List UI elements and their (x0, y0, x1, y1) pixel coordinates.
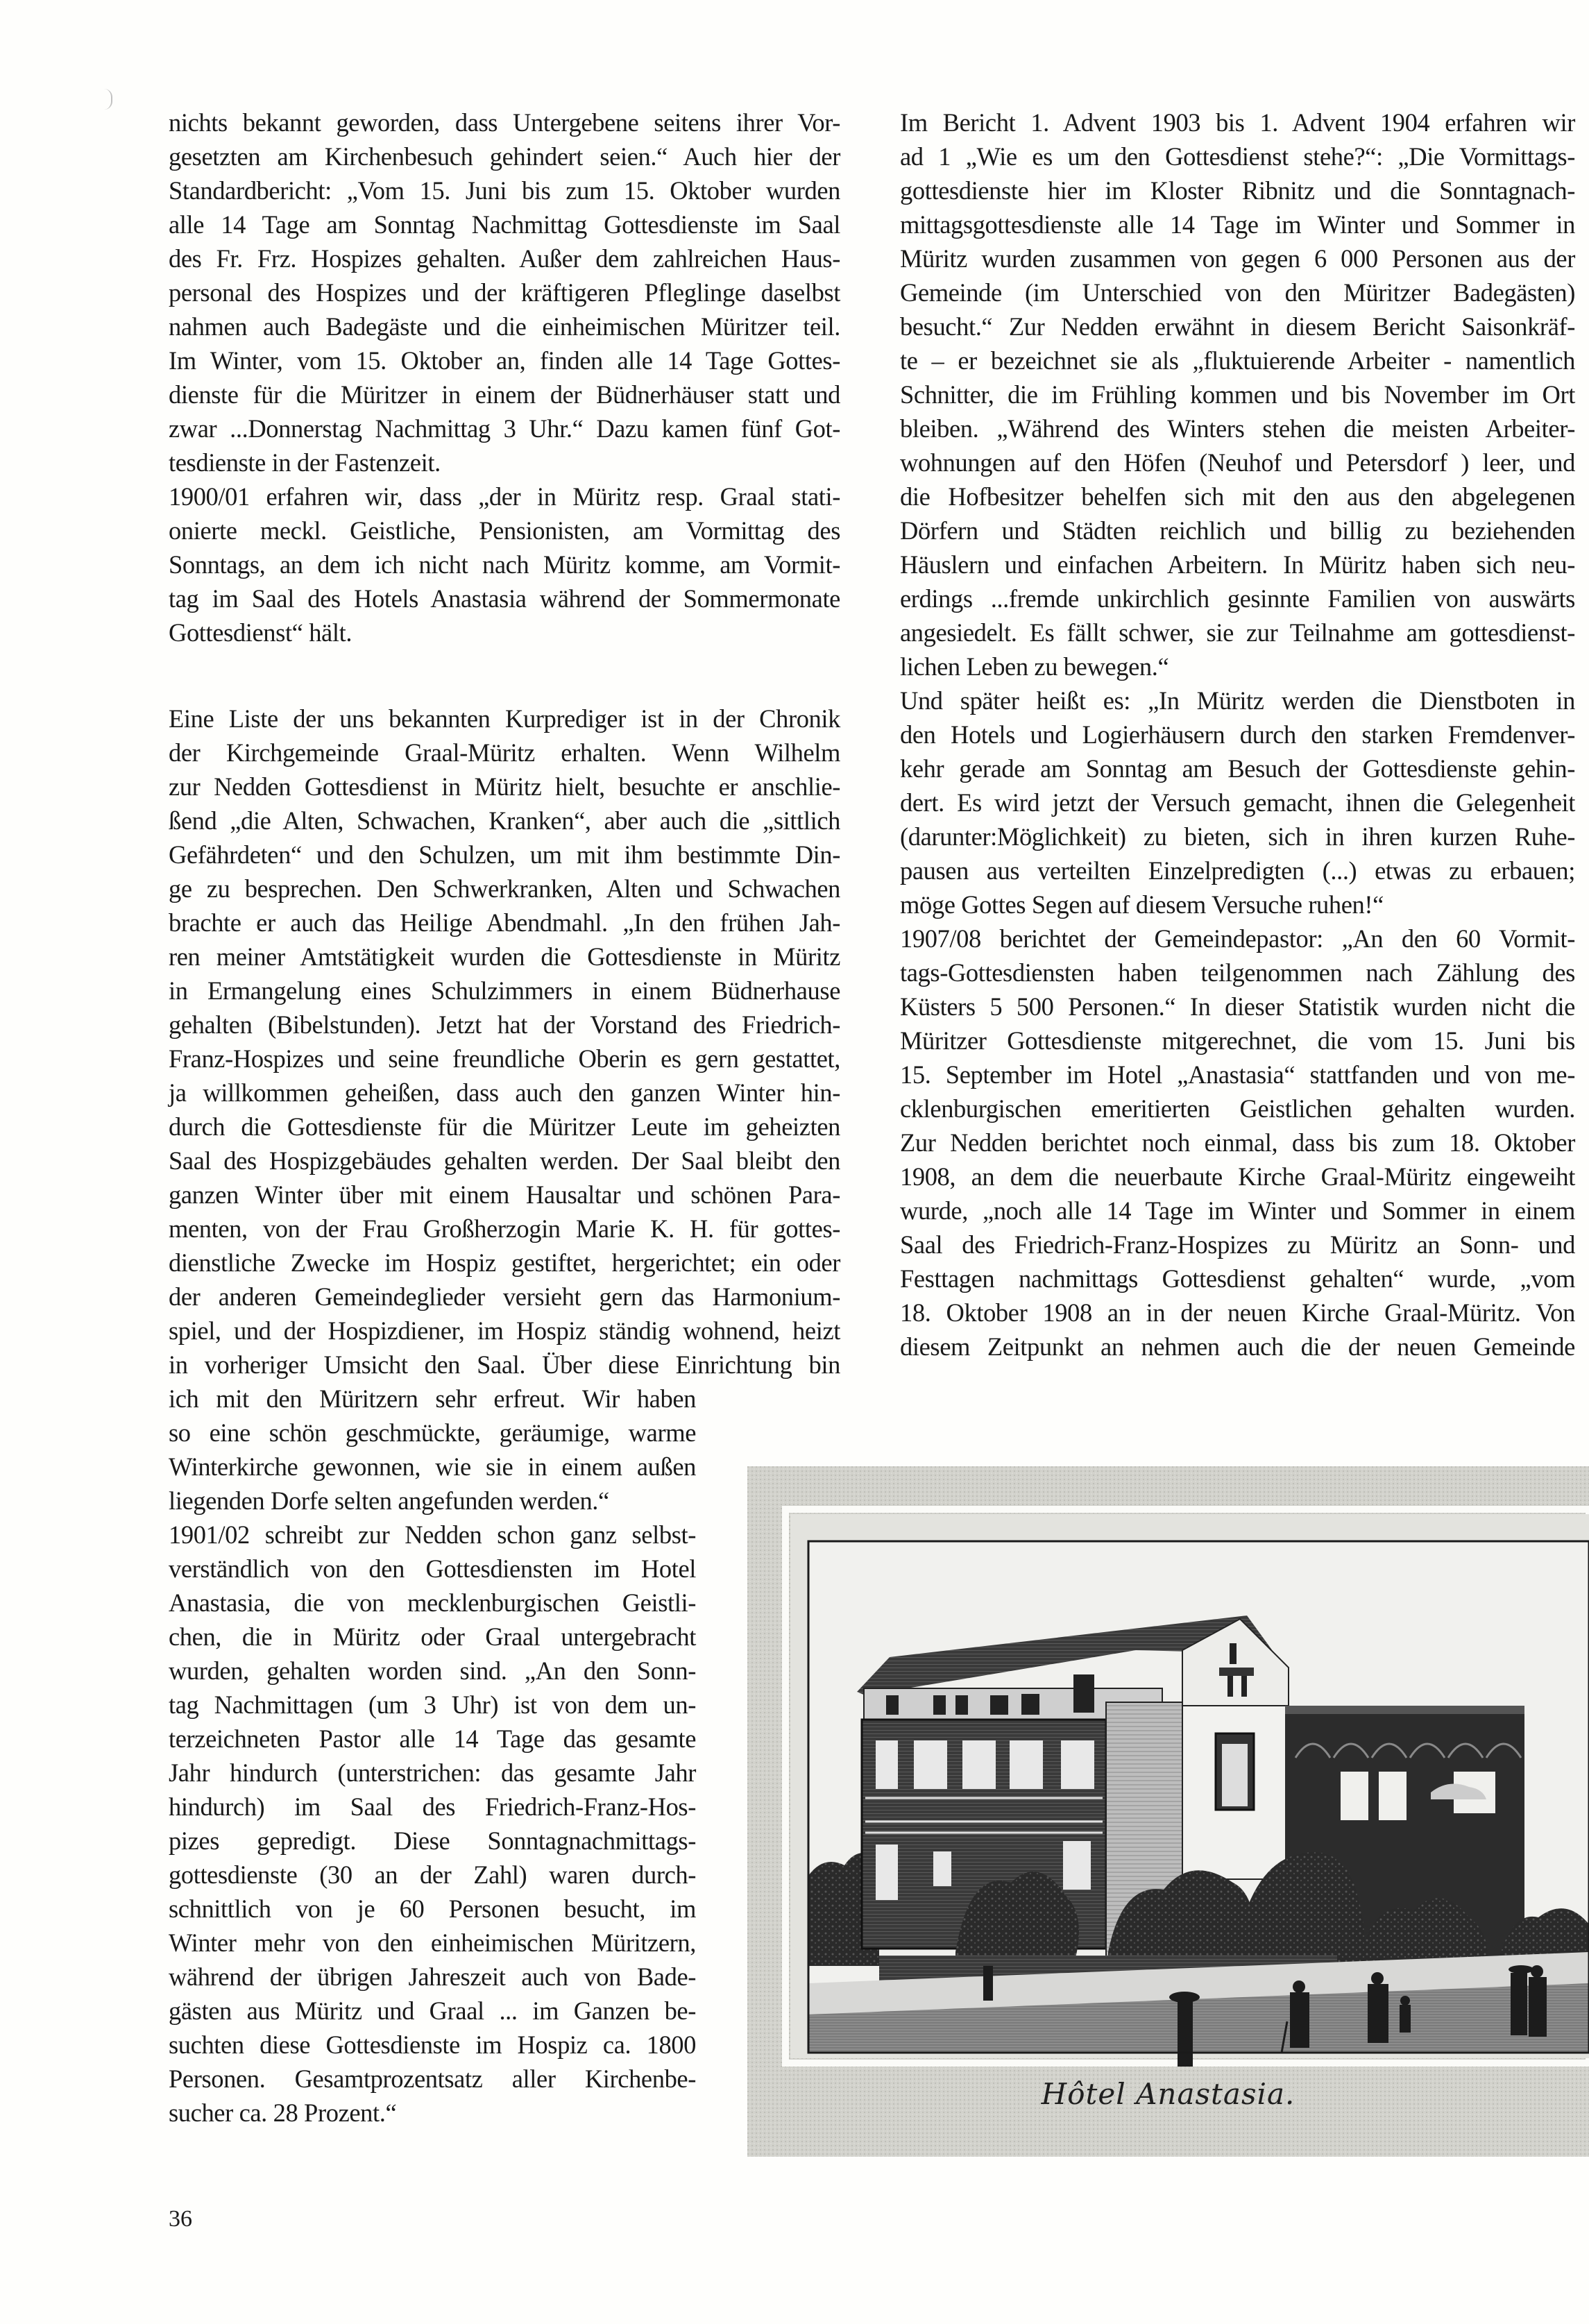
text-line: personal des Hospizes und der kräftigeren Pfleglinge daselbst (169, 278, 840, 307)
text-line: des Fr. Frz. Hospizes gehalten. Außer dem zahlreichen Haus- (169, 244, 840, 273)
text-line: terzeichneten Pastor alle 14 Tage das gesamte (169, 1724, 696, 1753)
text-line: Jahr hindurch (unterstrichen: das gesamte Jahr (169, 1758, 696, 1787)
text-line: hindurch) im Saal des Friedrich-Franz-Hos- (169, 1792, 696, 1821)
text-line: dienste für die Müritzer in einem der Büdnerhäuser statt und (169, 380, 840, 409)
text-line: te – er bezeichnet sie als „fluktuierende Arbeiter - namentlich (900, 346, 1575, 375)
text-line: ich mit den Müritzern sehr erfreut. Wir haben (169, 1384, 696, 1413)
text-line: Im Winter, vom 15. Oktober an, finden alle 14 Tage Gottes- (169, 346, 840, 375)
text-line: 18. Oktober 1908 an in der neuen Kirche Graal-Müritz. Von (900, 1298, 1575, 1327)
text-line: diesem Zeitpunkt an nehmen auch die der neuen Gemeinde (900, 1332, 1575, 1361)
text-line: gästen aus Müritz und Graal ... im Ganzen be- (169, 1996, 696, 2025)
text-line: Gottesdienst“ hält. (169, 618, 352, 647)
text-line: tag im Saal des Hotels Anastasia während der Sommermonate (169, 584, 840, 613)
right-column-text (900, 105, 1575, 1364)
text-line: Eine Liste der uns bekannten Kurprediger ist in der Chronik (169, 704, 840, 733)
text-line: gottesdienste hier im Kloster Ribnitz und die Sonntagnach- (900, 176, 1575, 205)
text-line: möge Gottes Segen auf diesem Versuche ruhen!“ (900, 890, 1384, 919)
text-line: mittagsgottesdienste alle 14 Tage im Winter und Sommer in (900, 210, 1575, 239)
text-line: Zur Nedden berichtet noch einmal, dass bis zum 18. Oktober (900, 1128, 1575, 1157)
text-line: gottesdienste (30 an der Zahl) waren durch- (169, 1860, 696, 1889)
text-line: spiel, und der Hospizdiener, im Hospiz ständig wohnend, heizt (169, 1316, 840, 1345)
text-line: nichts bekannt geworden, dass Untergebene seitens ihrer Vor- (169, 108, 840, 137)
text-line: pausen aus verteilten Einzelpredigten (...) etwas zu erbauen; (900, 856, 1575, 885)
text-line: (darunter:Möglichkeit) zu bieten, sich in ihren kurzen Ruhe- (900, 822, 1575, 851)
text-line: den Hotels und Logierhäusern durch den starken Fremdenver- (900, 720, 1575, 749)
text-line: Anastasia, die von mecklenburgischen Geistli- (169, 1588, 696, 1617)
text-line: 1908, an dem die neuerbaute Kirche Graal-Müritz eingeweiht (900, 1162, 1575, 1191)
text-line: bleiben. „Während des Winters stehen die meisten Arbeiter- (900, 414, 1575, 443)
text-line: 1907/08 berichtet der Gemeindepastor: „An den 60 Vormit- (900, 924, 1575, 953)
text-line: der Kirchgemeinde Graal-Müritz erhalten. Wenn Wilhelm (169, 738, 840, 767)
text-line: ja willkommen geheißen, dass auch den ganzen Winter hin- (169, 1078, 840, 1107)
postcard-caption: Hôtel Anastasia. (1041, 2077, 1295, 2111)
text-line: dert. Es wird jetzt der Versuch gemacht, ihnen die Gelegenheit (900, 788, 1575, 817)
text-line: liegenden Dorfe selten angefunden werden.“ (169, 1486, 609, 1515)
text-line: ge zu besprechen. Den Schwerkranken, Alten und Schwachen (169, 874, 840, 903)
scan-artifact-mark (104, 89, 112, 110)
text-line: Küsters 5 500 Personen.“ In dieser Statistik wurden nicht die (900, 992, 1575, 1021)
text-line: Franz-Hospizes und seine freundliche Oberin es gern gestattet, (169, 1044, 840, 1073)
text-line: nahmen auch Badegäste und die einheimischen Müritzer teil. (169, 312, 840, 341)
left-column-top-text (169, 105, 840, 650)
text-line: in vorheriger Umsicht den Saal. Über diese Einrichtung bin (169, 1350, 840, 1379)
text-line: kehr gerade am Sonntag am Besuch der Gottesdienste gehin- (900, 754, 1575, 783)
text-line: sucher ca. 28 Prozent.“ (169, 2098, 397, 2127)
text-line: der anderen Gemeindeglieder versieht gern das Harmonium- (169, 1282, 840, 1311)
text-line: Müritzer Gottesdienste mitgerechnet, die vom 15. Juni bis (900, 1026, 1575, 1055)
text-line: tag Nachmittagen (um 3 Uhr) ist von dem un- (169, 1690, 696, 1719)
text-line: onierte meckl. Geistliche, Pensionisten, am Vormittag des (169, 516, 840, 545)
text-line: alle 14 Tage am Sonntag Nachmittag Gottesdienste im Saal (169, 210, 840, 239)
text-line: in Ermangelung eines Schulzimmers in einem Büdnerhause (169, 976, 840, 1005)
text-line: so eine schön geschmückte, geräumige, warme (169, 1418, 696, 1447)
text-line: wohnungen auf den Höfen (Neuhof und Petersdorf ) leer, und (900, 448, 1575, 477)
text-line: lichen Leben zu bewegen.“ (900, 652, 1169, 681)
text-line: dienstliche Zwecke im Hospiz gestiftet, hergerichtet; ein oder (169, 1248, 840, 1277)
text-line: Standardbericht: „Vom 15. Juni bis zum 15. Oktober wurden (169, 176, 840, 205)
text-line: cklenburgischen emeritierten Geistlichen gehalten wurden. (900, 1094, 1575, 1123)
postcard-illustration (747, 1466, 1589, 2157)
text-line: Dörfern und Städten reichlich und billig zu beziehenden (900, 516, 1575, 545)
text-line: tesdienste in der Fastenzeit. (169, 448, 441, 477)
text-line: wurde, „noch alle 14 Tage im Winter und Sommer in einem (900, 1196, 1575, 1225)
page-number: 36 (169, 2206, 192, 2232)
text-line: ad 1 „Wie es um den Gottesdienst stehe?“: „Die Vormittags- (900, 142, 1575, 171)
text-line: angesiedelt. Es fällt schwer, sie zur Teilnahme am gottesdienst- (900, 618, 1575, 647)
text-line: verständlich von den Gottesdiensten im Hotel (169, 1554, 696, 1583)
text-line: Schnitter, die im Frühling kommen und bis November im Ort (900, 380, 1575, 409)
text-line: 1900/01 erfahren wir, dass „der in Müritz resp. Graal stati- (169, 482, 840, 511)
text-line: 15. September im Hotel „Anastasia“ stattfanden und von me- (900, 1060, 1575, 1089)
text-line: Gefährdeten“ und den Schulzen, um mit ihm bestimmte Din- (169, 840, 840, 869)
text-line: Festtagen nachmittags Gottesdienst gehalten“ wurde, „vom (900, 1264, 1575, 1293)
text-line: erdings ...fremde unkirchlich gesinnte Familien von auswärts (900, 584, 1575, 613)
text-line: menten, von der Frau Großherzogin Marie K. H. für gottes- (169, 1214, 840, 1243)
text-line: während der übrigen Jahreszeit auch von Bade- (169, 1962, 696, 1991)
text-line: besucht.“ Zur Nedden erwähnt in diesem Bericht Saisonkräf- (900, 312, 1575, 341)
text-line: chen, die in Müritz oder Graal untergebracht (169, 1622, 696, 1651)
text-line: Winter mehr von den einheimischen Müritzern, (169, 1928, 696, 1957)
text-line: zwar ...Donnerstag Nachmittag 3 Uhr.“ Dazu kamen fünf Got- (169, 414, 840, 443)
text-line: Gemeinde (im Unterschied von den Müritzer Badegästen) (900, 278, 1575, 307)
text-line: gesetzten am Kirchenbesuch gehindert seien.“ Auch hier der (169, 142, 840, 171)
text-line: ßend „die Alten, Schwachen, Kranken“, aber auch die „sittlich (169, 806, 840, 835)
text-line: ganzen Winter über mit einem Hausaltar und schönen Para- (169, 1180, 840, 1209)
text-line: Müritz wurden zusammen von gegen 6 000 Personen aus der (900, 244, 1575, 273)
figure-distant (983, 1966, 993, 2001)
text-line: Und später heißt es: „In Müritz werden die Dienstboten in (900, 686, 1575, 715)
text-line: tags-Gottesdiensten haben teilgenommen nach Zählung des (900, 958, 1575, 987)
text-line: pizes gepredigt. Diese Sonntagnachmittags- (169, 1826, 696, 1855)
text-line: Im Bericht 1. Advent 1903 bis 1. Advent 1904 erfahren wir (900, 108, 1575, 137)
text-line: brachte er auch das Heilige Abendmahl. „In den frühen Jah- (169, 908, 840, 937)
text-line: die Hofbesitzer behelfen sich mit den aus den abgelegenen (900, 482, 1575, 511)
text-line: 1901/02 schreibt zur Nedden schon ganz selbst- (169, 1520, 696, 1549)
text-line: gehalten (Bibelstunden). Jetzt hat der Vorstand des Friedrich- (169, 1010, 840, 1039)
text-line: Personen. Gesamtprozentsatz aller Kirchenbe- (169, 2064, 696, 2093)
text-line: Sonntags, an dem ich nicht nach Müritz komme, am Vormit- (169, 550, 840, 579)
hotel-anastasia-postcard-image (747, 1466, 1589, 2157)
text-line: schnittlich von je 60 Personen besucht, im (169, 1894, 696, 1923)
text-line: durch die Gottesdienste für die Müritzer Leute im geheizten (169, 1112, 840, 1141)
text-line: ren meiner Amtstätigkeit wurden die Gottesdienste in Müritz (169, 942, 840, 971)
text-line: Saal des Hospizgebäudes gehalten werden. Der Saal bleibt den (169, 1146, 840, 1175)
left-column-bottom-text (169, 702, 840, 2130)
text-line: zur Nedden Gottesdienst in Müritz hielt, besuchte er anschlie- (169, 772, 840, 801)
text-line: suchten diese Gottesdienste im Hospiz ca. 1800 (169, 2030, 696, 2059)
text-line: Saal des Friedrich-Franz-Hospizes zu Müritz an Sonn- und (900, 1230, 1575, 1259)
text-line: wurden, gehalten worden sind. „An den Sonn- (169, 1656, 696, 1685)
text-line: Winterkirche gewonnen, wie sie in einem außen (169, 1452, 696, 1481)
text-line: Häuslern und einfachen Arbeitern. In Müritz haben sich neu- (900, 550, 1575, 579)
